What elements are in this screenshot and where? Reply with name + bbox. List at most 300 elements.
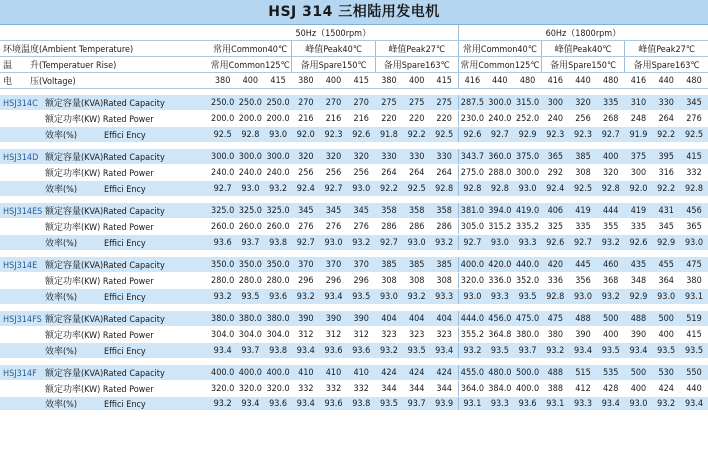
spec-value: 315.2 [486,219,514,235]
spec-value: 335 [569,219,597,235]
spec-value: 93.7 [237,343,265,359]
spec-value: 240.0 [264,165,292,181]
metric-label: 额定功率(KW) Rated Power [45,385,154,395]
efficiency-row [0,235,708,251]
spec-value: 280.0 [264,273,292,289]
spec-value: 92.7 [375,235,403,251]
metric-label: 额定功率(KW) Rated Power [45,277,154,287]
spec-value: 380.0 [264,311,292,327]
spec-value: 216 [320,111,348,127]
spec-value: 260.0 [209,219,237,235]
spec-value: 92.7 [320,181,348,197]
spec-value: 92.3 [320,127,348,143]
spec-value: 92.7 [486,127,514,143]
spec-value: 93.2 [597,235,625,251]
spec-value: 308 [569,165,597,181]
spec-value: 384.0 [486,381,514,397]
spec-value: 93.4 [569,343,597,359]
spec-value: 93.7 [403,397,431,411]
spec-value: 286 [431,219,459,235]
spec-value: 488 [625,311,653,327]
row-label-cell [0,149,209,165]
spec-value: 200.0 [237,111,265,127]
spec-value: 395 [652,149,680,165]
spec-table [0,25,708,411]
spec-value: 248 [625,111,653,127]
spec-value: 352.0 [514,273,542,289]
spec-value: 93.9 [431,397,459,411]
spec-value: 200.0 [264,111,292,127]
metric-label: 额定容量(KVA)Rated Capacity [45,369,165,379]
spec-value: 93.4 [292,343,320,359]
spec-value: 380 [541,327,569,343]
row-label-cell [0,311,209,327]
spec-value: 320 [569,95,597,111]
metric-label: 额定容量(KVA)Rated Capacity [45,261,165,271]
spec-value: 276 [320,219,348,235]
spec-value: 276 [347,219,375,235]
spec-value: 270 [320,95,348,111]
spec-value: 400 [597,149,625,165]
voltage-value: 415 [431,73,459,89]
spec-value: 93.4 [237,397,265,411]
spec-value: 390 [569,327,597,343]
voltage-value: 415 [264,73,292,89]
spec-value: 220 [403,111,431,127]
spec-value: 456.0 [486,311,514,327]
spec-value: 93.4 [625,343,653,359]
spec-value: 92.8 [237,127,265,143]
spec-value: 92.8 [458,181,486,197]
spec-value: 93.1 [458,397,486,411]
metric-label: 额定容量(KVA)Rated Capacity [45,315,165,325]
row-label-cell [0,365,209,381]
spec-value: 93.0 [320,235,348,251]
spec-value: 93.5 [597,343,625,359]
spec-value: 394.0 [486,203,514,219]
spec-value: 415 [680,149,708,165]
spec-value: 336.0 [486,273,514,289]
spec-value: 412 [569,381,597,397]
spec-value: 300 [625,165,653,181]
spec-value: 323 [403,327,431,343]
voltage-value: 416 [541,73,569,89]
ambient-condition: 峰值Peak40℃ [292,41,375,57]
frequency-row [0,25,708,41]
rated-capacity-row [0,311,708,327]
spec-value: 440 [680,381,708,397]
voltage-value: 440 [652,73,680,89]
spec-value: 308 [431,273,459,289]
spec-value: 92.2 [652,127,680,143]
model-name: HSJ314E [3,261,38,271]
spec-value: 380.0 [237,311,265,327]
spec-value: 93.0 [403,235,431,251]
model-name: HSJ314FS [3,315,42,325]
spec-value: 92.6 [541,235,569,251]
spec-value: 250.0 [209,95,237,111]
spec-value: 456 [680,203,708,219]
rated-power-row [0,111,708,127]
spec-value: 404 [431,311,459,327]
spec-value: 500 [597,311,625,327]
spec-value: 264 [652,111,680,127]
spec-value: 325.0 [209,203,237,219]
spec-value: 220 [431,111,459,127]
spec-value: 355 [597,219,625,235]
row-label-cell [0,343,209,359]
spec-value: 300 [541,95,569,111]
spec-value: 92.0 [292,127,320,143]
spec-value: 92.4 [292,181,320,197]
spec-value: 93.6 [347,343,375,359]
spec-value: 93.0 [237,181,265,197]
voltage-value: 480 [597,73,625,89]
rise-condition: 备用Spare150℃ [292,57,375,73]
spec-value: 93.0 [347,181,375,197]
voltage-value: 480 [514,73,542,89]
spec-value: 93.2 [347,235,375,251]
voltage-value: 416 [625,73,653,89]
spec-value: 93.0 [569,289,597,305]
spec-value: 276 [292,219,320,235]
spec-value: 304.0 [264,327,292,343]
rated-power-row [0,381,708,397]
spec-value: 92.2 [403,127,431,143]
spec-value: 325.0 [237,203,265,219]
spec-value: 308 [403,273,431,289]
spec-value: 93.4 [597,397,625,411]
spec-value: 92.8 [680,181,708,197]
rise-label: 温 升(Temperatuer Rise) [0,57,209,73]
spec-value: 92.7 [209,181,237,197]
voltage-row [0,73,708,89]
rated-capacity-row [0,203,708,219]
voltage-value: 380 [375,73,403,89]
spec-value: 431 [652,203,680,219]
spec-value: 500 [625,365,653,381]
spec-value: 364.8 [486,327,514,343]
spec-value: 320.0 [264,381,292,397]
spec-value: 93.0 [486,235,514,251]
spec-value: 350.0 [264,257,292,273]
rated-capacity-row [0,257,708,273]
spec-value: 286 [403,219,431,235]
spec-value: 92.0 [625,181,653,197]
rated-capacity-row [0,149,708,165]
spec-value: 335 [625,219,653,235]
spec-value: 240 [541,111,569,127]
spec-value: 400.0 [458,257,486,273]
rise-condition: 备用Spare163℃ [375,57,458,73]
spec-value: 345 [347,203,375,219]
spec-value: 345 [320,203,348,219]
spec-value: 410 [347,365,375,381]
spec-value: 370 [320,257,348,273]
spec-value: 93.4 [680,397,708,411]
spec-value: 93.0 [264,127,292,143]
spec-value: 312 [292,327,320,343]
spec-value: 419 [625,203,653,219]
spec-value: 93.6 [320,397,348,411]
row-label-cell [0,289,209,305]
spec-value: 358 [403,203,431,219]
spec-value: 310 [625,95,653,111]
spec-value: 400 [597,327,625,343]
metric-label: 额定功率(KW) Rated Power [45,169,154,179]
spec-value: 93.2 [541,343,569,359]
freq-50-header: 50Hz（1500rpm） [209,25,459,41]
spec-value: 93.3 [514,235,542,251]
rise-condition: 备用Spare163℃ [625,57,708,73]
spec-value: 275 [403,95,431,111]
spec-value: 335 [597,95,625,111]
spec-value: 320 [597,165,625,181]
spec-value: 390 [292,311,320,327]
spec-value: 93.6 [320,343,348,359]
spec-value: 410 [320,365,348,381]
spec-value: 435 [625,257,653,273]
table-title: HSJ 314 三相陆用发电机 [0,0,708,25]
voltage-value: 416 [458,73,486,89]
spec-value: 344 [431,381,459,397]
spec-value: 320.0 [458,273,486,289]
spec-value: 400.0 [237,365,265,381]
spec-value: 360.0 [486,149,514,165]
metric-label: 效率(%) Effici Ency [45,400,146,410]
metric-label: 额定容量(KVA)Rated Capacity [45,153,165,163]
spec-value: 420 [541,257,569,273]
model-name: HSJ314ES [3,207,43,217]
spec-value: 455.0 [458,365,486,381]
spec-value: 93.2 [209,397,237,411]
spec-value: 275 [431,95,459,111]
spec-value: 444.0 [458,311,486,327]
spec-value: 300.0 [209,149,237,165]
spec-value: 444 [597,203,625,219]
spec-value: 400 [625,381,653,397]
spec-value: 475.0 [514,311,542,327]
spec-value: 240.0 [237,165,265,181]
voltage-value: 380 [292,73,320,89]
spec-value: 93.6 [514,397,542,411]
spec-value: 250.0 [237,95,265,111]
spec-value: 93.3 [569,397,597,411]
spec-value: 350.0 [209,257,237,273]
spec-value: 92.9 [625,289,653,305]
ambient-condition: 峰值Peak40℃ [541,41,624,57]
spec-value: 93.5 [237,289,265,305]
voltage-value: 440 [569,73,597,89]
spec-value: 92.7 [597,127,625,143]
spec-value: 287.5 [458,95,486,111]
spec-value: 276 [680,111,708,127]
voltage-value: 440 [486,73,514,89]
spec-value: 500 [652,311,680,327]
spec-value: 296 [292,273,320,289]
spec-value: 348 [625,273,653,289]
spec-value: 252.0 [514,111,542,127]
spec-value: 385 [431,257,459,273]
rated-power-row [0,165,708,181]
spec-value: 270 [292,95,320,111]
spec-value: 325.0 [264,203,292,219]
spec-value: 332 [347,381,375,397]
metric-label: 额定功率(KW) Rated Power [45,223,154,233]
ambient-row [0,41,708,57]
row-label-cell [0,111,209,127]
spec-value: 390 [347,311,375,327]
spec-value: 92.5 [209,127,237,143]
spec-value: 381.0 [458,203,486,219]
spec-value: 345 [292,203,320,219]
voltage-value: 380 [209,73,237,89]
spec-value: 93.5 [347,289,375,305]
spec-value: 250.0 [264,95,292,111]
rated-power-row [0,327,708,343]
spec-value: 92.3 [541,127,569,143]
spec-value: 92.8 [541,289,569,305]
spec-value: 200.0 [209,111,237,127]
metric-label: 额定容量(KVA)Rated Capacity [45,207,165,217]
spec-value: 93.4 [431,343,459,359]
spec-value: 424 [652,381,680,397]
spec-value: 268 [597,111,625,127]
spec-value: 93.3 [486,289,514,305]
spec-value: 320.0 [209,381,237,397]
spec-value: 216 [292,111,320,127]
row-label-cell [0,257,209,273]
spec-value: 375 [625,149,653,165]
row-label-cell [0,165,209,181]
spec-value: 256 [569,111,597,127]
row-label-cell [0,181,209,197]
spec-value: 93.7 [237,235,265,251]
spec-value: 91.8 [375,127,403,143]
spec-value: 92.7 [292,235,320,251]
spec-value: 93.5 [486,343,514,359]
spec-value: 280.0 [237,273,265,289]
spec-value: 264 [431,165,459,181]
row-label-cell [0,95,209,111]
spec-value: 93.2 [597,289,625,305]
spec-value: 93.0 [458,289,486,305]
spec-value: 230.0 [458,111,486,127]
spec-value: 93.3 [431,289,459,305]
spec-value: 316 [652,165,680,181]
spec-value: 370 [292,257,320,273]
spec-value: 91.9 [625,127,653,143]
spec-value: 92.5 [403,181,431,197]
spec-value: 93.2 [652,397,680,411]
metric-label: 额定功率(KW) Rated Power [45,115,154,125]
spec-value: 332 [680,165,708,181]
spec-value: 240.0 [486,111,514,127]
spec-value: 300.0 [514,165,542,181]
ambient-label: 环境温度(Ambient Temperature) [0,41,209,57]
spec-value: 92.6 [347,127,375,143]
freq-60-header: 60Hz（1800rpm） [458,25,708,41]
voltage-label: 电 压(Voltage) [0,73,209,89]
spec-value: 400.0 [264,365,292,381]
spec-value: 304.0 [237,327,265,343]
spec-value: 304.0 [209,327,237,343]
spec-value: 92.5 [569,181,597,197]
spec-value: 320 [347,149,375,165]
rated-power-row [0,273,708,289]
spec-value: 390 [625,327,653,343]
spec-value: 93.5 [375,397,403,411]
spec-value: 406 [541,203,569,219]
spec-value: 92.2 [652,181,680,197]
spec-value: 325 [541,219,569,235]
spec-value: 500.0 [514,365,542,381]
spec-value: 92.5 [431,127,459,143]
spec-value: 93.2 [209,289,237,305]
spec-value: 93.2 [264,181,292,197]
spec-value: 220 [375,111,403,127]
row-label-cell [0,397,209,411]
voltage-value: 400 [237,73,265,89]
spec-value: 260.0 [264,219,292,235]
spec-value: 424 [403,365,431,381]
spec-value: 380 [680,273,708,289]
spec-value: 93.2 [431,235,459,251]
spec-value: 380.0 [514,327,542,343]
efficiency-row [0,181,708,197]
spec-value: 519 [680,311,708,327]
metric-label: 效率(%) Effici Ency [45,131,146,141]
spec-value: 93.1 [541,397,569,411]
spec-value: 92.8 [486,181,514,197]
spec-value: 350.0 [237,257,265,273]
spec-value: 300.0 [486,95,514,111]
voltage-value: 400 [403,73,431,89]
spec-value: 93.7 [514,343,542,359]
model-name: HSJ314C [3,99,38,109]
spec-value: 92.4 [541,181,569,197]
spec-value: 264 [403,165,431,181]
spec-value: 312 [320,327,348,343]
spec-value: 93.8 [264,235,292,251]
spec-value: 380.0 [209,311,237,327]
spec-value: 365 [541,149,569,165]
spec-value: 92.5 [680,127,708,143]
spec-value: 336 [541,273,569,289]
rated-capacity-row [0,95,708,111]
spec-value: 365 [680,219,708,235]
spec-value: 93.0 [680,235,708,251]
spec-value: 93.0 [652,289,680,305]
spec-value: 515 [569,365,597,381]
spec-value: 92.2 [375,181,403,197]
spec-value: 388 [541,381,569,397]
rated-capacity-row [0,365,708,381]
spec-value: 355.2 [458,327,486,343]
voltage-value: 415 [347,73,375,89]
spec-value: 320.0 [237,381,265,397]
spec-value: 93.6 [209,235,237,251]
spec-value: 440.0 [514,257,542,273]
efficiency-row [0,343,708,359]
row-label-cell [0,327,209,343]
spec-value: 358 [431,203,459,219]
spec-value: 275.0 [458,165,486,181]
spec-value: 92.6 [625,235,653,251]
spec-value: 460 [597,257,625,273]
spec-value: 280.0 [209,273,237,289]
metric-label: 效率(%) Effici Ency [45,185,146,195]
